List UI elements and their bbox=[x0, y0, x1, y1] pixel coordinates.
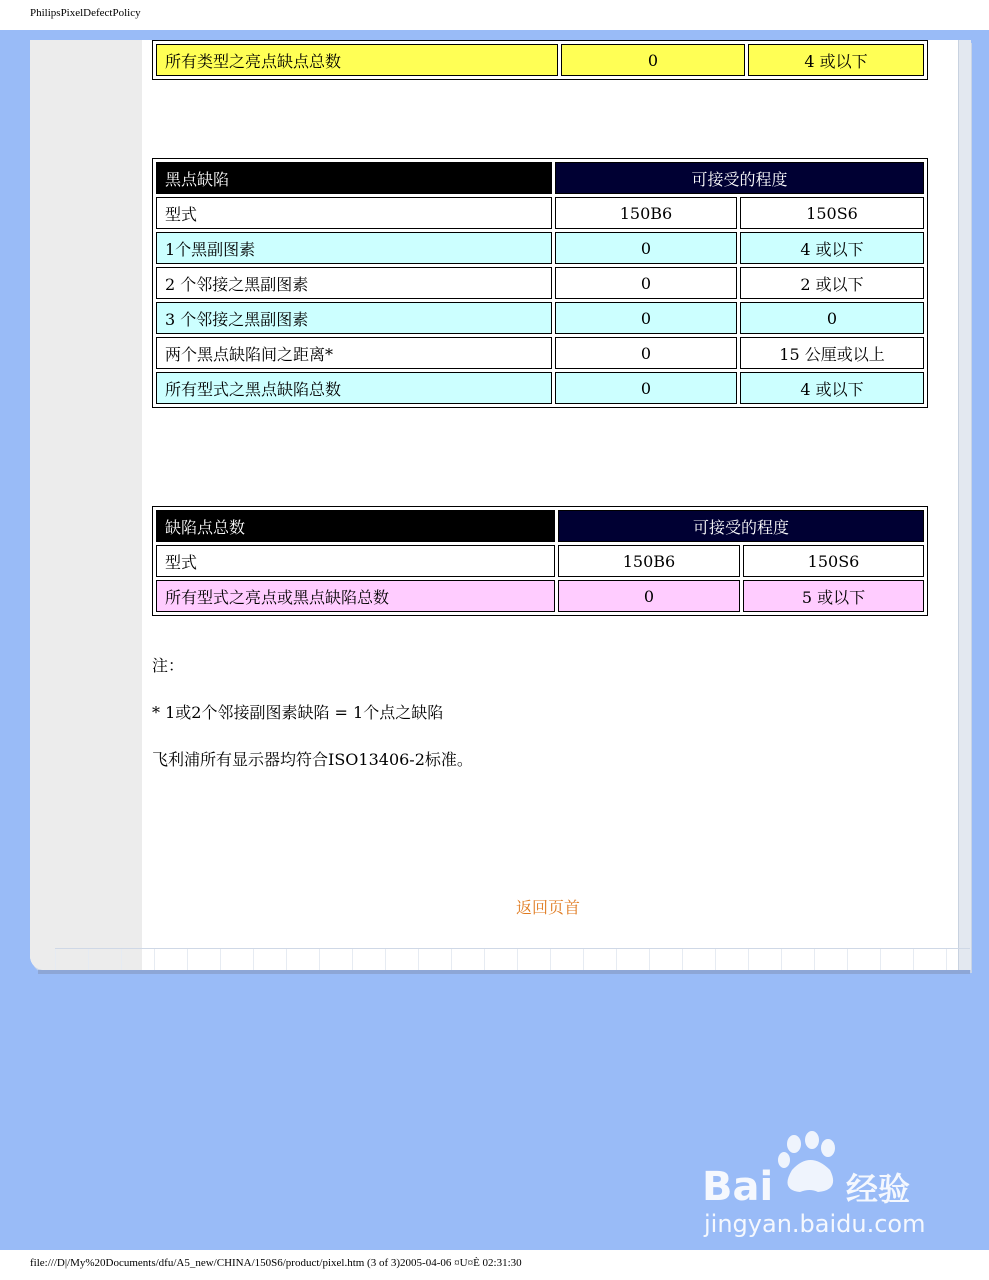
cell-150b6: 0 bbox=[555, 302, 737, 334]
page-title: PhilipsPixelDefectPolicy bbox=[30, 7, 141, 19]
cell-150b6: 0 bbox=[555, 337, 737, 369]
print-header bbox=[0, 0, 989, 30]
card-shadow bbox=[38, 970, 970, 974]
cell-150b6: 150B6 bbox=[555, 197, 737, 229]
watermark-brand: Bai bbox=[702, 1164, 774, 1210]
row-label: 2 个邻接之黑副图素 bbox=[156, 267, 552, 299]
bright-dot-total-table bbox=[152, 40, 928, 80]
row-label: 1个黑副图素 bbox=[156, 232, 552, 264]
right-scroll-rail bbox=[958, 40, 971, 970]
cell-150b6: 0 bbox=[555, 372, 737, 404]
table-row bbox=[156, 372, 924, 404]
table-row bbox=[156, 580, 924, 612]
back-to-top-link[interactable]: 返回页首 bbox=[516, 898, 581, 917]
note-line-1: * 1或2个邻接副图素缺陷 = 1个点之缺陷 bbox=[152, 703, 444, 722]
header-total-defects: 缺陷点总数 bbox=[156, 510, 555, 542]
table-row bbox=[156, 44, 924, 76]
row-label: 3 个邻接之黑副图素 bbox=[156, 302, 552, 334]
table-header-row bbox=[156, 162, 924, 194]
notes-title: 注： bbox=[152, 656, 185, 675]
header-acceptable-level: 可接受的程度 bbox=[558, 510, 924, 542]
cell-150s6: 150S6 bbox=[743, 545, 924, 577]
note-line-2: 飞利浦所有显示器均符合ISO13406-2标准。 bbox=[152, 750, 473, 769]
cell-150s6: 2 或以下 bbox=[740, 267, 924, 299]
cell-150s6: 150S6 bbox=[740, 197, 924, 229]
cell-150b6: 150B6 bbox=[558, 545, 740, 577]
cell-150b6: 0 bbox=[558, 580, 740, 612]
paw-logo-icon bbox=[778, 1131, 835, 1192]
table-row bbox=[156, 232, 924, 264]
cell-150s6: 0 bbox=[740, 302, 924, 334]
table-row bbox=[156, 267, 924, 299]
dark-dot-table bbox=[152, 158, 928, 408]
cell-150b6: 0 bbox=[561, 44, 745, 76]
total-defect-table bbox=[152, 506, 928, 616]
cell-150b6: 0 bbox=[555, 267, 737, 299]
card-bottom-grid bbox=[55, 948, 970, 971]
row-label: 所有型式之亮点或黑点缺陷总数 bbox=[156, 580, 555, 612]
table-header-row bbox=[156, 510, 924, 542]
row-label: 两个黑点缺陷间之距离* bbox=[156, 337, 552, 369]
cell-150b6: 0 bbox=[555, 232, 737, 264]
cell-150s6: 4 或以下 bbox=[740, 232, 924, 264]
row-label: 型式 bbox=[156, 197, 552, 229]
row-label: 所有型式之黑点缺陷总数 bbox=[156, 372, 552, 404]
cell-150s6: 4 或以下 bbox=[748, 44, 924, 76]
print-footer: file:///D|/My%20Documents/dfu/A5_new/CHINA/150S6/product/pixel.htm (3 of 3)2005-04-06 ¤U¤È 02:31:30 bbox=[30, 1257, 522, 1269]
table-row-model bbox=[156, 197, 924, 229]
watermark-brand-suffix: 经验 bbox=[846, 1170, 911, 1208]
header-dark-dot: 黑点缺陷 bbox=[156, 162, 552, 194]
cell-150s6: 15 公厘或以上 bbox=[740, 337, 924, 369]
cell-150s6: 5 或以下 bbox=[743, 580, 924, 612]
watermark-url: jingyan.baidu.com bbox=[704, 1210, 926, 1238]
table-row-model bbox=[156, 545, 924, 577]
row-label: 所有类型之亮点缺点总数 bbox=[156, 44, 558, 76]
baidu-watermark bbox=[700, 1130, 940, 1240]
table-row bbox=[156, 337, 924, 369]
cell-150s6: 4 或以下 bbox=[740, 372, 924, 404]
header-acceptable-level: 可接受的程度 bbox=[555, 162, 924, 194]
row-label: 型式 bbox=[156, 545, 555, 577]
table-row bbox=[156, 302, 924, 334]
left-margin-panel bbox=[30, 40, 142, 970]
